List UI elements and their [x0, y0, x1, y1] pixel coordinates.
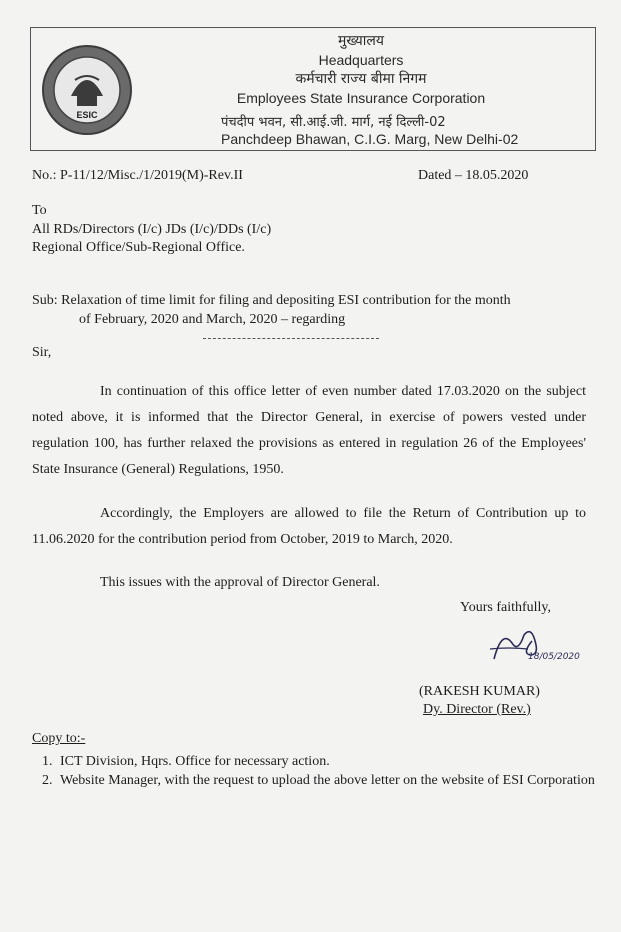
salutation: Sir,: [32, 345, 52, 360]
letterhead: [30, 27, 596, 151]
paragraph-2: Accordingly, the Employers are allowed to file the Return of Contribution up to 11.06.2020 for the contribution period from October, 2019 to March, 2020.: [32, 506, 586, 547]
subject-separator: [203, 338, 379, 339]
english-headquarters: Headquarters: [318, 52, 404, 68]
logo-text: ESIC: [76, 110, 98, 120]
letterhead-text: [216, 32, 506, 108]
letter-date: Dated – 18.05.2020: [418, 168, 529, 183]
subject-line-2: of February, 2020 and March, 2020 – regarding: [79, 312, 346, 327]
subject-line-1: Sub: Relaxation of time limit for filing and depositing ESI contribution for the month: [32, 293, 511, 308]
english-address: Panchdeep Bhawan, C.I.G. Marg, New Delhi-02: [221, 131, 519, 147]
hindi-organization: कर्मचारी राज्य बीमा निगम: [295, 71, 427, 87]
english-organization: Employees State Insurance Corporation: [236, 90, 486, 106]
esic-logo: [41, 44, 133, 136]
closing: Yours faithfully,: [460, 600, 552, 615]
hindi-address: पंचदीप भवन, सी.आई.जी. मार्ग, नई दिल्ली-02: [221, 115, 446, 130]
paragraph-1: In continuation of this office letter of even number dated 17.03.2020 on the subject noted above, it is informed that the Director General, in exercise of powers vested under regulation 100, has further relaxed the provisions as entered in regulation 26 of the Employees' State Insurance (General) Regulations, 1950.: [32, 384, 586, 477]
signature-date: 18/05/2020: [528, 652, 580, 662]
copy-to-item: 2. Website Manager, with the request to upload the above letter on the website of ESI Corporation: [56, 771, 608, 790]
signatory-title: Dy. Director (Rev.): [423, 702, 531, 717]
paragraph-3: This issues with the approval of Director General.: [100, 575, 380, 590]
copy-to-item: 1. ICT Division, Hqrs. Office for necessary action.: [56, 752, 608, 771]
handwritten-signature: [488, 619, 598, 667]
hindi-headquarters: मुख्यालय: [338, 33, 384, 49]
recipient-line-1: All RDs/Directors (I/c) JDs (I/c)/DDs (I/c): [32, 222, 272, 237]
signatory-name: (RAKESH KUMAR): [419, 684, 540, 699]
recipient-line-2: Regional Office/Sub-Regional Office.: [32, 240, 245, 255]
reference-number: No.: P-11/12/Misc./1/2019(M)-Rev.II: [32, 168, 243, 183]
copy-to-label: Copy to:-: [32, 731, 86, 746]
copy-to-list: [36, 752, 608, 790]
to-label: To: [32, 203, 47, 218]
